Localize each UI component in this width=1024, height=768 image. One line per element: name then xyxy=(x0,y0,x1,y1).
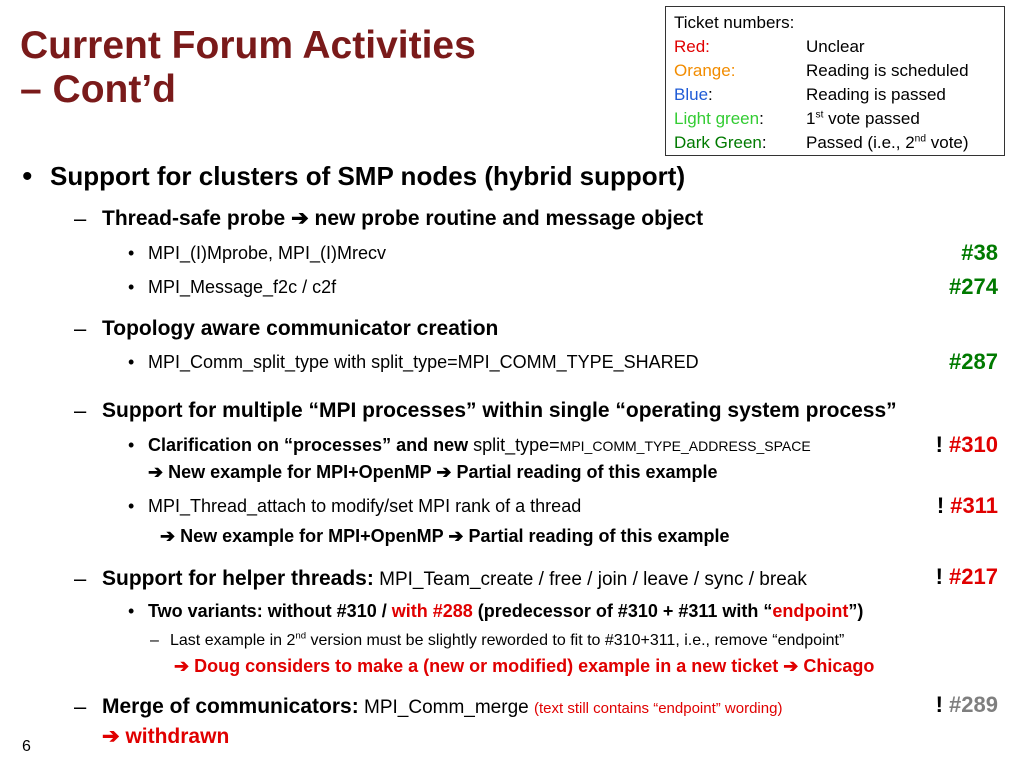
item-thread-attach: MPI_Thread_attach to modify/set MPI rank of a thread xyxy=(148,496,582,516)
legend-row-dark-green: Dark Green: Passed (i.e., 2nd vote) xyxy=(674,133,969,152)
legend-row-light-green: Light green: 1st vote passed xyxy=(674,109,920,128)
ticket-217: ! #217 xyxy=(935,564,998,589)
ticket-legend xyxy=(665,6,1005,156)
arrow-icon: ➔ xyxy=(448,526,464,546)
topology-heading: Topology aware communicator creation xyxy=(102,317,499,340)
dash-multi-proc: – xyxy=(74,398,87,423)
thread-safe-heading: Thread-safe probe ➔ new probe routine and message object xyxy=(102,207,704,230)
dash-thread-safe: – xyxy=(74,206,87,231)
dash-merge: – xyxy=(74,694,87,719)
item-bullet: • xyxy=(128,496,135,516)
arrow-icon: ➔ xyxy=(160,526,176,546)
title-line-2: – Cont’d xyxy=(20,68,176,111)
ticket-38: #38 xyxy=(961,240,998,265)
legend-row-orange: Orange: Reading is scheduled xyxy=(674,61,969,80)
ticket-274: #274 xyxy=(949,274,998,299)
item-bullet: • xyxy=(128,601,135,621)
item-thread-attach-sub: ➔ New example for MPI+OpenMP ➔ Partial reading of this example xyxy=(160,526,730,546)
merge-heading: Merge of communicators: MPI_Comm_merge (text still contains “endpoint” wording) xyxy=(102,695,783,718)
ticket-311: ! #311 xyxy=(936,493,998,518)
item-message-f2c: MPI_Message_f2c / c2f xyxy=(148,277,337,297)
arrow-icon: ➔ xyxy=(436,462,452,482)
main-heading: Support for clusters of SMP nodes (hybrid support) xyxy=(50,161,686,191)
arrow-icon: ➔ xyxy=(148,462,164,482)
sub-dash: – xyxy=(150,632,159,649)
item-bullet: • xyxy=(128,277,135,297)
item-mprobe: MPI_(I)Mprobe, MPI_(I)Mrecv xyxy=(148,243,387,263)
item-two-variants: Two variants: without #310 / with #288 (predecessor of #310 + #311 with “endpoint”) xyxy=(148,601,864,621)
ticket-287: #287 xyxy=(949,349,998,374)
helper-heading: Support for helper threads: MPI_Team_create / free / join / leave / sync / break xyxy=(102,567,807,590)
merge-withdrawn: ➔ withdrawn xyxy=(102,725,230,748)
main-bullet: • xyxy=(22,160,33,193)
item-bullet: • xyxy=(128,435,135,455)
item-bullet: • xyxy=(128,243,135,263)
arrow-icon: ➔ xyxy=(783,656,799,676)
multi-proc-heading: Support for multiple “MPI processes” within single “operating system process” xyxy=(102,399,897,422)
dash-helper: – xyxy=(74,566,87,591)
item-bullet: • xyxy=(128,352,135,372)
legend-heading: Ticket numbers: xyxy=(674,13,795,32)
item-doug: ➔ Doug considers to make a (new or modified) example in a new ticket ➔ Chicago xyxy=(174,656,875,676)
item-clarification: Clarification on “processes” and new split_type=MPI_COMM_TYPE_ADDRESS_SPACE xyxy=(148,435,811,455)
page-number: 6 xyxy=(22,738,31,755)
ticket-310: ! #310 xyxy=(935,432,998,457)
arrow-icon: ➔ xyxy=(102,725,120,748)
arrow-icon: ➔ xyxy=(291,207,309,230)
arrow-icon: ➔ xyxy=(174,656,190,676)
item-clarification-sub: ➔ New example for MPI+OpenMP ➔ Partial reading of this example xyxy=(148,462,718,482)
legend-row-red: Red: Unclear xyxy=(674,37,865,56)
title-line-1: Current Forum Activities xyxy=(20,24,476,67)
dash-topology: – xyxy=(74,316,87,341)
item-last-example: Last example in 2nd version must be slightly reworded to fit to #310+311, i.e., remove “endpoint” xyxy=(170,630,845,649)
item-comm-split-type: MPI_Comm_split_type with split_type=MPI_COMM_TYPE_SHARED xyxy=(148,352,699,372)
legend-row-blue: Blue: Reading is passed xyxy=(674,85,946,104)
ticket-289: ! #289 xyxy=(935,692,998,717)
